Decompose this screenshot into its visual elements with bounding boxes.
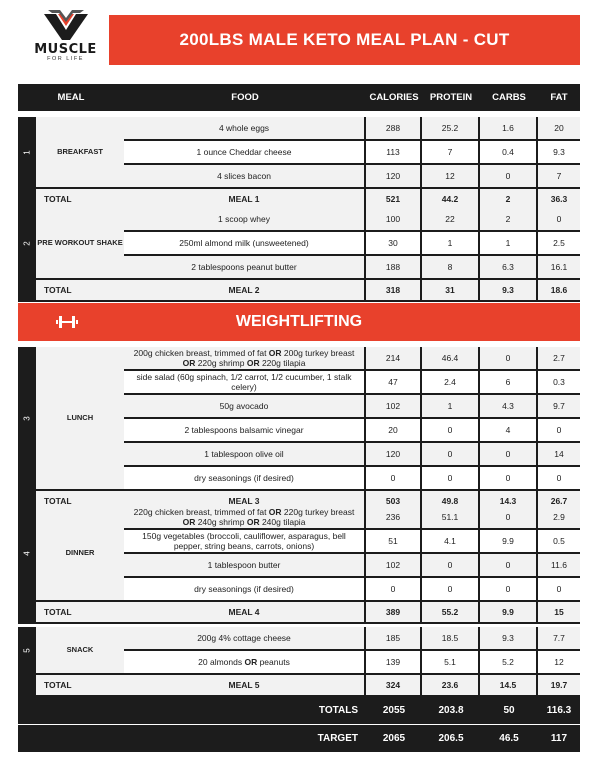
food-cell: dry seasonings (if desired) (124, 578, 364, 600)
protein-cell: 0 (422, 578, 478, 600)
meal-block (18, 506, 580, 624)
meal-block (18, 347, 580, 513)
target-fat: 117 (550, 733, 568, 744)
totals-carbs: 50 (503, 705, 515, 716)
calories-cell: 214 (366, 347, 420, 369)
meal-label: BREAKFAST (36, 117, 124, 187)
food-description (127, 507, 361, 527)
meal-number-sidebar (18, 627, 36, 697)
or-keyword: OR (268, 348, 282, 358)
calories-cell: 288 (366, 117, 420, 139)
logo-subtext: FOR LIFE (47, 56, 84, 62)
food-cell: 50g avocado (124, 395, 364, 417)
food-text: 220g chicken breast, trimmed of fat (133, 507, 269, 517)
protein-cell: 7 (422, 141, 478, 163)
fat-cell: 7 (538, 165, 580, 187)
total-fat-cell: 18.6 (538, 280, 580, 300)
total-fat-cell: 19.7 (538, 675, 580, 695)
weightlifting-banner (18, 303, 580, 341)
fat-cell: 9.7 (538, 395, 580, 417)
carbs-cell: 4.3 (480, 395, 536, 417)
fat-cell: 11.6 (538, 554, 580, 576)
carbs-cell: 9.9 (480, 530, 536, 552)
meal-number-sidebar (18, 208, 36, 302)
food-cell: 2 tablespoons peanut butter (124, 256, 364, 278)
meal-number: 4 (22, 551, 32, 556)
calories-cell: 185 (366, 627, 420, 649)
total-name-cell: MEAL 1 (124, 189, 364, 209)
fat-cell: 9.3 (538, 141, 580, 163)
food-cell (124, 347, 364, 369)
calories-cell: 30 (366, 232, 420, 254)
food-cell: 4 whole eggs (124, 117, 364, 139)
food-text: 240g shrimp (195, 517, 247, 527)
total-name-cell: MEAL 5 (124, 675, 364, 695)
page-title: 200LBS MALE KETO MEAL PLAN - CUT (179, 30, 510, 49)
food-description (198, 657, 290, 667)
food-cell: side salad (60g spinach, 1/2 carrot, 1/2 cucumber, 1 stalk celery) (124, 371, 364, 393)
carbs-cell: 2 (480, 208, 536, 230)
protein-cell: 25.2 (422, 117, 478, 139)
column-header-fat: FAT (550, 92, 568, 103)
fat-cell: 0 (538, 419, 580, 441)
muscle-logo-icon (44, 10, 88, 42)
column-header-row (18, 84, 580, 111)
target-carbs: 46.5 (499, 733, 519, 744)
protein-cell: 18.5 (422, 627, 478, 649)
totals-label: TOTALS (318, 705, 358, 716)
or-keyword: OR (268, 507, 282, 517)
fat-cell: 2.7 (538, 347, 580, 369)
food-text: 220g tilapia (259, 358, 306, 368)
meal-block (18, 117, 580, 211)
carbs-cell: 6.3 (480, 256, 536, 278)
protein-cell: 1 (422, 232, 478, 254)
total-name-cell: MEAL 4 (124, 602, 364, 622)
totals-protein: 203.8 (438, 705, 464, 716)
protein-cell: 0 (422, 554, 478, 576)
meal-number: 5 (22, 648, 32, 653)
total-protein-cell: 49.8 (422, 491, 478, 511)
food-text: 200g chicken breast, trimmed of fat (133, 348, 269, 358)
food-text: 220g shrimp (195, 358, 247, 368)
column-header-food: FOOD (231, 92, 259, 103)
food-cell (124, 651, 364, 673)
food-text: 20 almonds (198, 657, 245, 667)
carbs-cell: 0 (480, 165, 536, 187)
or-keyword: OR (246, 517, 260, 527)
total-calories-cell: 521 (366, 189, 420, 209)
carbs-cell: 0 (480, 347, 536, 369)
protein-cell: 8 (422, 256, 478, 278)
food-description (127, 348, 361, 368)
protein-cell: 46.4 (422, 347, 478, 369)
total-carbs-cell: 14.5 (480, 675, 536, 695)
calories-cell: 100 (366, 208, 420, 230)
calories-cell: 0 (366, 578, 420, 600)
food-cell: 1 tablespoon olive oil (124, 443, 364, 465)
fat-cell: 20 (538, 117, 580, 139)
calories-cell: 236 (366, 506, 420, 528)
total-carbs-cell: 9.3 (480, 280, 536, 300)
carbs-cell: 1 (480, 232, 536, 254)
food-text: 200g turkey breast (281, 348, 357, 358)
column-header-meal: MEAL (57, 92, 85, 103)
meal-label: SNACK (36, 627, 124, 673)
or-keyword: OR (246, 358, 260, 368)
carbs-cell: 6 (480, 371, 536, 393)
food-text: 220g turkey breast (281, 507, 357, 517)
carbs-cell: 9.3 (480, 627, 536, 649)
food-cell: 250ml almond milk (unsweetened) (124, 232, 364, 254)
fat-cell: 16.1 (538, 256, 580, 278)
totals-calories: 2055 (382, 705, 406, 716)
fat-cell: 14 (538, 443, 580, 465)
fat-cell: 2.9 (538, 506, 580, 528)
calories-cell: 20 (366, 419, 420, 441)
food-cell: 1 ounce Cheddar cheese (124, 141, 364, 163)
total-carbs-cell: 14.3 (480, 491, 536, 511)
total-protein-cell: 44.2 (422, 189, 478, 209)
target-protein: 206.5 (438, 733, 464, 744)
total-fat-cell: 36.3 (538, 189, 580, 209)
carbs-cell: 4 (480, 419, 536, 441)
carbs-cell: 5.2 (480, 651, 536, 673)
fat-cell: 2.5 (538, 232, 580, 254)
food-cell: 200g 4% cottage cheese (124, 627, 364, 649)
title-banner (109, 15, 580, 65)
total-label: TOTAL (36, 675, 124, 695)
protein-cell: 5.1 (422, 651, 478, 673)
protein-cell: 12 (422, 165, 478, 187)
weightlifting-title: WEIGHTLIFTING (235, 313, 363, 330)
meal-number: 3 (22, 416, 32, 421)
meal-label: DINNER (36, 506, 124, 600)
meal-block (18, 208, 580, 302)
total-name-cell: MEAL 2 (124, 280, 364, 300)
total-carbs-cell: 2 (480, 189, 536, 209)
food-cell: 2 tablespoons balsamic vinegar (124, 419, 364, 441)
or-keyword: OR (244, 657, 258, 667)
total-calories-cell: 324 (366, 675, 420, 695)
protein-cell: 0 (422, 419, 478, 441)
target-row (18, 725, 580, 752)
carbs-cell: 0 (480, 443, 536, 465)
protein-cell: 0 (422, 443, 478, 465)
carbs-cell: 1.6 (480, 117, 536, 139)
fat-cell: 0.5 (538, 530, 580, 552)
total-protein-cell: 31 (422, 280, 478, 300)
protein-cell: 4.1 (422, 530, 478, 552)
food-cell (124, 506, 364, 528)
food-text: 240g tilapia (259, 517, 306, 527)
meal-number-sidebar (18, 506, 36, 624)
fat-cell: 0.3 (538, 371, 580, 393)
protein-cell: 2.4 (422, 371, 478, 393)
total-label: TOTAL (36, 189, 124, 209)
food-cell: 1 tablespoon butter (124, 554, 364, 576)
protein-cell: 0 (422, 467, 478, 489)
food-cell: 150g vegetables (broccoli, cauliflower, asparagus, bell pepper, string beans, carrots, onions) (124, 530, 364, 552)
carbs-cell: 0 (480, 554, 536, 576)
calories-cell: 47 (366, 371, 420, 393)
total-calories-cell: 389 (366, 602, 420, 622)
or-keyword: OR (182, 358, 196, 368)
total-calories-cell: 318 (366, 280, 420, 300)
total-label: TOTAL (36, 602, 124, 622)
total-name-cell: MEAL 3 (124, 491, 364, 511)
calories-cell: 120 (366, 443, 420, 465)
fat-cell: 0 (538, 467, 580, 489)
meal-label: LUNCH (36, 347, 124, 489)
calories-cell: 0 (366, 467, 420, 489)
logo-text: MUSCLE (34, 42, 97, 57)
total-protein-cell: 55.2 (422, 602, 478, 622)
food-cell: dry seasonings (if desired) (124, 467, 364, 489)
fat-cell: 0 (538, 578, 580, 600)
food-cell: 1 scoop whey (124, 208, 364, 230)
calories-cell: 113 (366, 141, 420, 163)
carbs-cell: 0 (480, 506, 536, 528)
total-fat-cell: 15 (538, 602, 580, 622)
logo (18, 10, 113, 70)
total-calories-cell: 503 (366, 491, 420, 511)
total-label: TOTAL (36, 280, 124, 300)
column-header-calories: CALORIES (369, 92, 419, 103)
carbs-cell: 0.4 (480, 141, 536, 163)
totals-row (18, 697, 580, 724)
fat-cell: 0 (538, 208, 580, 230)
meal-number-sidebar (18, 347, 36, 513)
fat-cell: 12 (538, 651, 580, 673)
meal-number: 2 (22, 241, 32, 246)
target-label: TARGET (317, 733, 358, 744)
total-carbs-cell: 9.9 (480, 602, 536, 622)
total-fat-cell: 26.7 (538, 491, 580, 511)
target-calories: 2065 (382, 733, 406, 744)
total-protein-cell: 23.6 (422, 675, 478, 695)
food-cell: 4 slices bacon (124, 165, 364, 187)
column-header-protein: PROTEIN (429, 92, 473, 103)
protein-cell: 51.1 (422, 506, 478, 528)
meal-number: 1 (22, 150, 32, 155)
totals-fat: 116.3 (546, 705, 572, 716)
calories-cell: 51 (366, 530, 420, 552)
calories-cell: 139 (366, 651, 420, 673)
or-keyword: OR (182, 517, 196, 527)
page-header (18, 10, 580, 70)
column-header-carbs: CARBS (492, 92, 526, 103)
food-text: peanuts (257, 657, 290, 667)
calories-cell: 102 (366, 554, 420, 576)
carbs-cell: 0 (480, 467, 536, 489)
total-label: TOTAL (36, 491, 124, 511)
calories-cell: 188 (366, 256, 420, 278)
meal-number-sidebar (18, 117, 36, 211)
meal-block (18, 627, 580, 697)
protein-cell: 22 (422, 208, 478, 230)
meal-label: PRE WORKOUT SHAKE (36, 208, 124, 278)
calories-cell: 120 (366, 165, 420, 187)
fat-cell: 7.7 (538, 627, 580, 649)
carbs-cell: 0 (480, 578, 536, 600)
calories-cell: 102 (366, 395, 420, 417)
protein-cell: 1 (422, 395, 478, 417)
